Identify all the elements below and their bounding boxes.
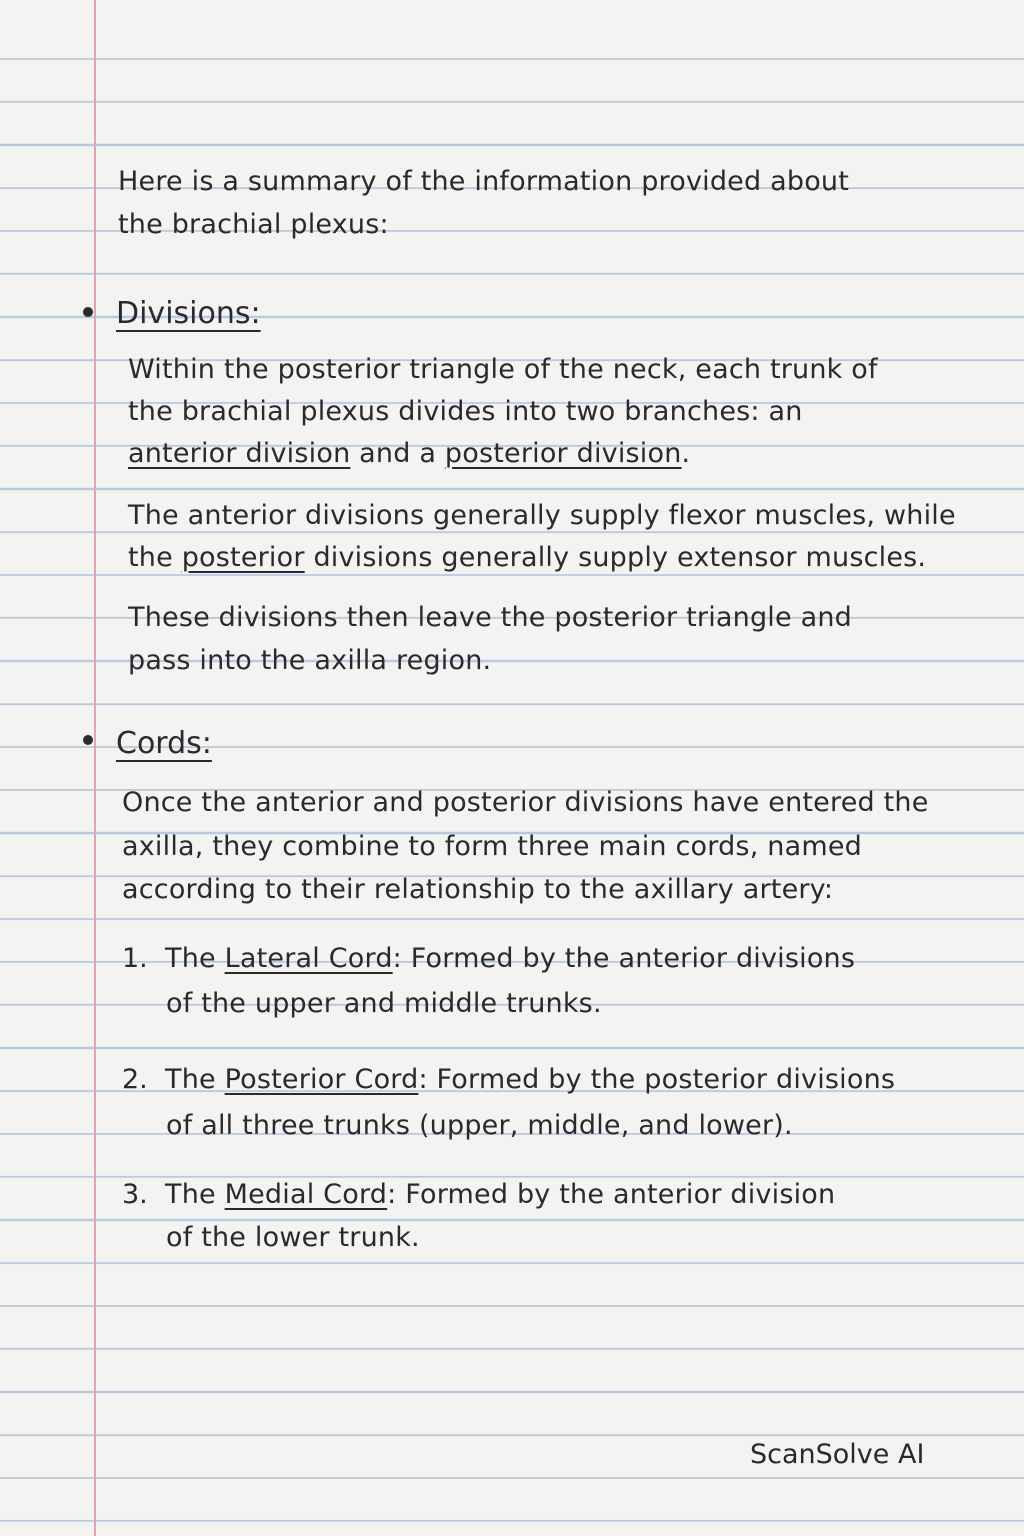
list-item-post: : Formed by the posterior divisions [418,1064,896,1095]
list-item-line-2: of the upper and middle trunks. [166,988,602,1019]
cords-intro-line-2: axilla, they combine to form three main cords, named [122,831,862,862]
list-item-line-2: of the lower trunk. [166,1222,420,1253]
divisions-p3-line-1: These divisions then leave the posterior triangle and [128,602,852,633]
divisions-p3-line-2: pass into the axilla region. [128,645,492,676]
margin-line [94,0,96,1536]
cords-heading: Cords: [116,726,212,761]
lateral-cord-term: Lateral Cord [224,943,393,974]
divisions-p2-line-2-pre: the [128,542,182,573]
divisions-p1-line-3 [128,432,690,475]
intro-line-1: Here is a summary of the information provided about [118,166,850,197]
divisions-p2-line-1: The anterior divisions generally supply flexor muscles, while [128,500,956,531]
posterior-cord-term: Posterior Cord [224,1064,419,1095]
list-item-line-1 [165,1058,895,1101]
divisions-heading: Divisions: [116,296,261,331]
bullet-cords [83,735,93,745]
divisions-p2-line-2 [128,536,926,579]
divisions-p1-line-3-mid: and a [350,438,445,469]
list-item-pre: The [165,943,225,974]
list-item-line-2: of all three trunks (upper, middle, and lower). [166,1110,793,1141]
cords-intro-line-3: according to their relationship to the axillary artery: [122,874,834,905]
list-item-line-1 [165,937,855,980]
list-item-post: : Formed by the anterior divisions [392,943,856,974]
list-item-line-1 [165,1173,835,1216]
list-item-pre: The [165,1179,225,1210]
list-item-number: 2. [122,1064,148,1095]
list-item-pre: The [165,1064,225,1095]
intro-line-2: the brachial plexus: [118,209,389,240]
brand-signature: ScanSolve AI [750,1439,925,1470]
list-item-number: 1. [122,943,148,974]
divisions-p1-line-1: Within the posterior triangle of the neck, each trunk of [128,354,878,385]
divisions-p1-line-2: the brachial plexus divides into two branches: an [128,396,803,427]
list-item-number: 3. [122,1179,148,1210]
list-item-post: : Formed by the anterior division [387,1179,836,1210]
cords-intro-line-1: Once the anterior and posterior divisions have entered the [122,787,929,818]
divisions-p2-line-2-post: divisions generally supply extensor muscles. [304,542,927,573]
posterior-term: posterior [181,542,305,573]
posterior-division-term: posterior division [444,438,682,469]
anterior-division-term: anterior division [128,438,351,469]
medial-cord-term: Medial Cord [224,1179,388,1210]
divisions-p1-line-3-end: . [681,438,691,469]
bullet-divisions [83,307,93,317]
